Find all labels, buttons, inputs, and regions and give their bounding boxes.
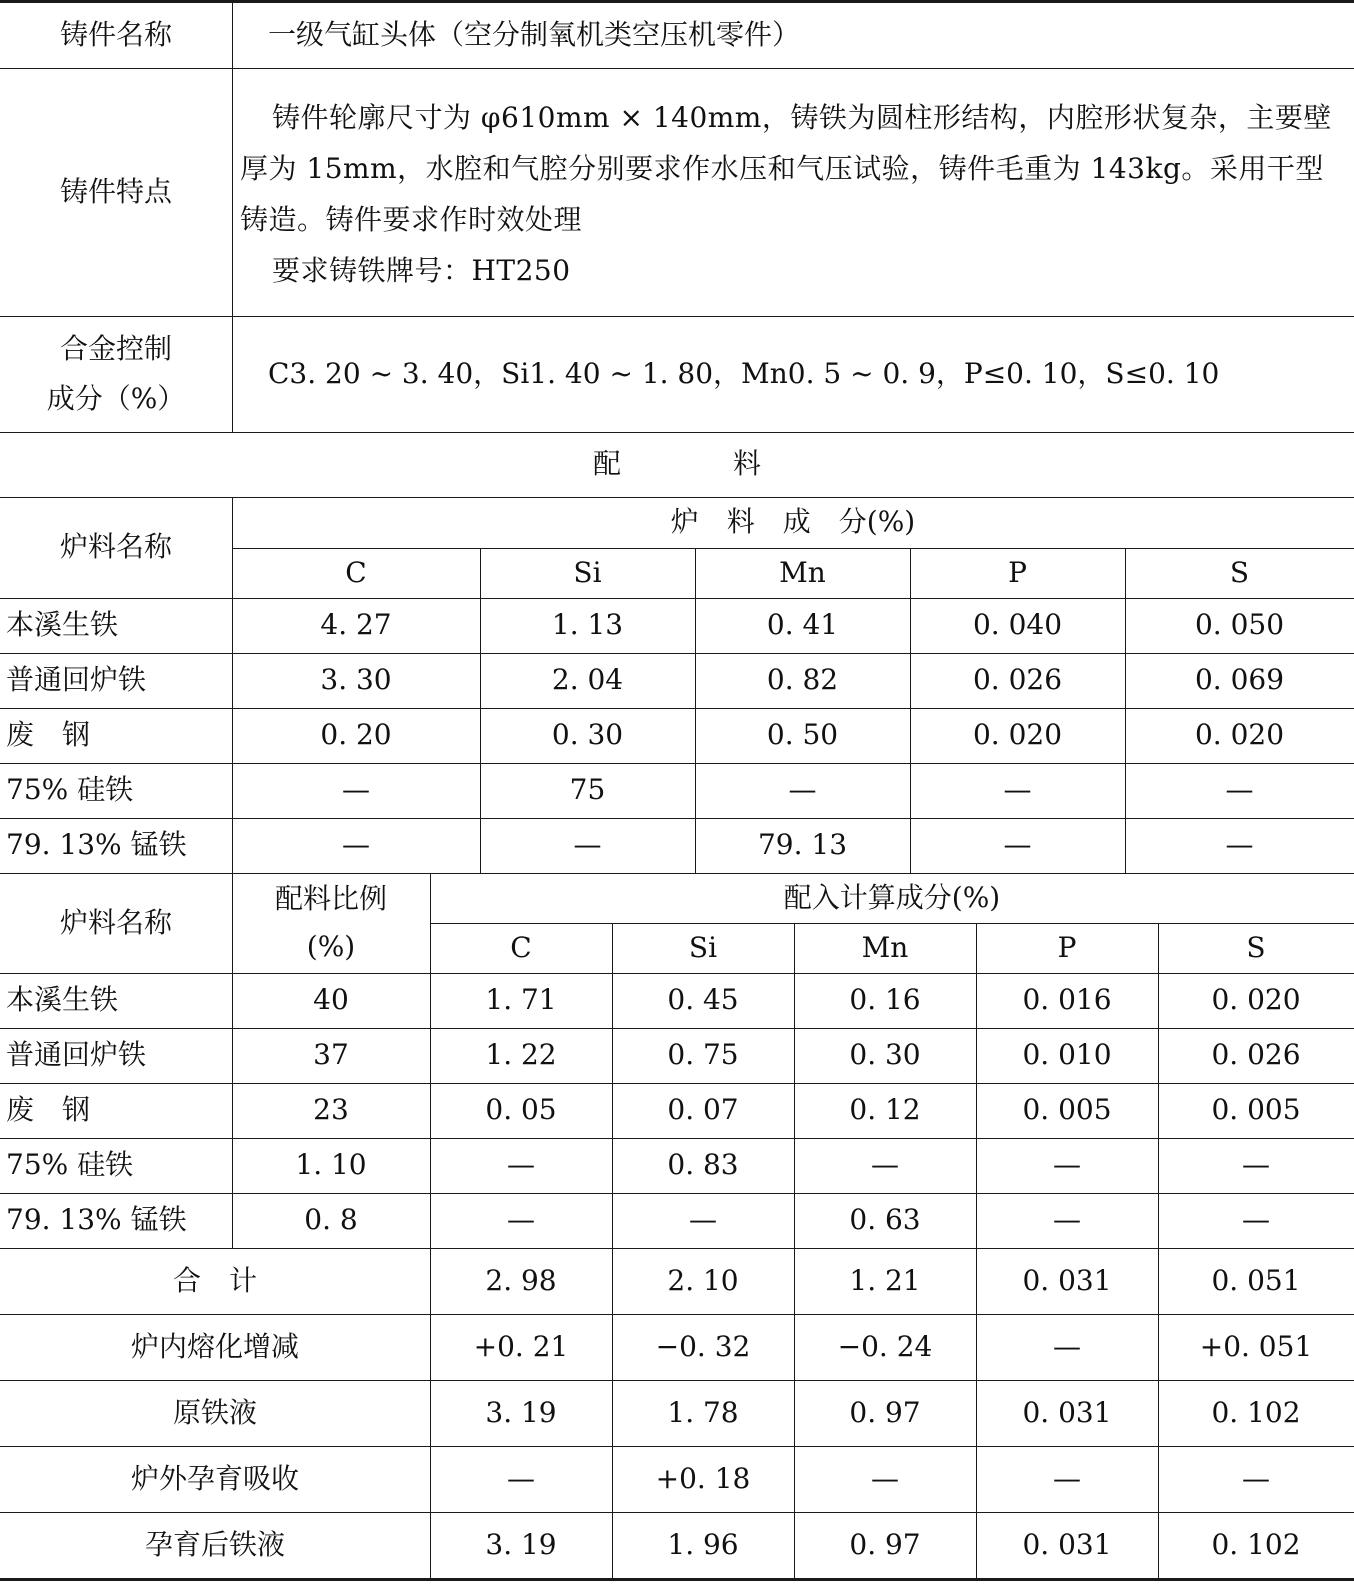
batching-title: 配 料 bbox=[592, 447, 761, 481]
calc-ratio-cell: 23 bbox=[313, 1093, 349, 1127]
calc-cell: — bbox=[1053, 1148, 1081, 1182]
calc-cell: 0. 07 bbox=[667, 1093, 739, 1127]
feature-grade: 要求铸铁牌号：HT250 bbox=[272, 254, 571, 287]
charge-cell: 4. 27 bbox=[320, 608, 392, 642]
calc-ratio-cell: 1. 10 bbox=[295, 1148, 367, 1182]
charge-col-si: Si bbox=[573, 555, 602, 589]
charge-cell: — bbox=[342, 828, 370, 862]
calc-cell: 0. 45 bbox=[667, 983, 739, 1017]
charge-name-header: 炉料名称 bbox=[59, 530, 172, 564]
summary-cell: 0. 102 bbox=[1211, 1527, 1301, 1561]
calc-row-name: 本溪生铁 bbox=[6, 983, 119, 1017]
charge-cell: — bbox=[1003, 773, 1032, 807]
charge-cell: — bbox=[573, 828, 602, 862]
charge-cell: — bbox=[1003, 828, 1032, 862]
charge-col-p: P bbox=[1008, 555, 1027, 589]
summary-cell: 0. 102 bbox=[1211, 1395, 1301, 1429]
calc-ratio-cell: 37 bbox=[313, 1038, 349, 1072]
calc-col-mn: Mn bbox=[861, 930, 909, 964]
calc-cell: — bbox=[689, 1203, 717, 1237]
calc-cell: — bbox=[1242, 1203, 1270, 1237]
charge-cell: 0. 020 bbox=[1194, 718, 1285, 752]
calc-row-name: 75% 硅铁 bbox=[6, 1148, 134, 1182]
charge-row-name: 75% 硅铁 bbox=[6, 773, 134, 807]
summary-cell: +0. 18 bbox=[655, 1461, 751, 1495]
summary-label: 原铁液 bbox=[172, 1395, 257, 1429]
charge-cell: — bbox=[788, 773, 817, 807]
summary-cell: 0. 031 bbox=[1022, 1395, 1112, 1429]
charge-cell: 0. 040 bbox=[972, 608, 1063, 642]
charge-cell: 0. 82 bbox=[766, 663, 839, 697]
charge-cell: 0. 41 bbox=[766, 608, 839, 642]
calc-cell: 0. 05 bbox=[485, 1093, 557, 1127]
summary-cell: 2. 10 bbox=[667, 1263, 739, 1297]
calc-cell: 0. 12 bbox=[849, 1093, 921, 1127]
calc-cell: — bbox=[871, 1148, 899, 1182]
calc-cell: 1. 71 bbox=[485, 983, 557, 1017]
calc-cell: 0. 016 bbox=[1022, 983, 1112, 1017]
calc-col-p: P bbox=[1057, 930, 1077, 964]
calc-row-name: 79. 13% 锰铁 bbox=[6, 1203, 187, 1237]
summary-label: 炉外孕育吸收 bbox=[130, 1461, 299, 1495]
calc-cell: — bbox=[1242, 1148, 1270, 1182]
summary-cell: 0. 97 bbox=[849, 1395, 921, 1429]
alloy-control-value: C3. 20 ~ 3. 40，Si1. 40 ~ 1. 80，Mn0. 5 ~ 0. 9，P≤0. 10，S≤0. 10 bbox=[268, 356, 1220, 390]
charge-row-name: 本溪生铁 bbox=[6, 608, 119, 642]
summary-cell: 1. 21 bbox=[849, 1263, 921, 1297]
calc-cell: 0. 30 bbox=[849, 1038, 921, 1072]
charge-col-s: S bbox=[1229, 555, 1250, 589]
charge-cell: 0. 026 bbox=[972, 663, 1063, 697]
summary-cell: −0. 32 bbox=[655, 1329, 751, 1363]
charge-cell: 2. 04 bbox=[551, 663, 624, 697]
summary-cell: 0. 031 bbox=[1022, 1527, 1112, 1561]
calc-cell: 0. 63 bbox=[849, 1203, 921, 1237]
calc-col-c: C bbox=[510, 930, 532, 964]
alloy-label-line1: 合金控制 bbox=[59, 332, 172, 365]
summary-label: 孕育后铁液 bbox=[144, 1527, 285, 1561]
summary-cell: 2. 98 bbox=[485, 1263, 557, 1297]
calc-cell: 0. 005 bbox=[1211, 1093, 1301, 1127]
summary-cell: — bbox=[871, 1461, 899, 1495]
charge-comp-header: 炉 料 成 分(%) bbox=[670, 505, 916, 539]
summary-cell: 1. 78 bbox=[667, 1395, 739, 1429]
calc-cell: 0. 026 bbox=[1211, 1038, 1301, 1072]
calc-ratio-header bbox=[232, 873, 430, 973]
calc-name-header: 炉料名称 bbox=[59, 905, 172, 939]
alloy-control-label bbox=[0, 316, 232, 432]
calc-cell: 0. 020 bbox=[1211, 983, 1301, 1017]
calc-cell: — bbox=[507, 1203, 535, 1237]
feature-paragraph: 铸件轮廓尺寸为 φ610mm × 140mm，铸铁为圆柱形结构，内腔形状复杂，主要壁厚为 15mm，水腔和气腔分别要求作水压和气压试验，铸件毛重为 143kg。采用干型铸造。铸件要求作时效处理 bbox=[240, 101, 1332, 236]
ratio-header-line1: 配料比例 bbox=[274, 882, 387, 915]
charge-col-mn: Mn bbox=[779, 555, 826, 589]
charge-col-c: C bbox=[345, 555, 367, 589]
summary-label: 炉内熔化增减 bbox=[130, 1329, 299, 1363]
charge-cell: 0. 050 bbox=[1194, 608, 1285, 642]
charge-cell: — bbox=[1225, 773, 1254, 807]
calc-cell: 0. 83 bbox=[667, 1148, 739, 1182]
summary-label: 合 计 bbox=[172, 1263, 257, 1297]
casting-feature-label: 铸件特点 bbox=[59, 174, 172, 208]
calc-cell: 0. 005 bbox=[1022, 1093, 1112, 1127]
casting-name-value: 一级气缸头体（空分制氧机类空压机零件） bbox=[268, 18, 801, 52]
calc-col-s: S bbox=[1246, 930, 1266, 964]
calc-cell: — bbox=[507, 1148, 535, 1182]
charge-row-name: 废 钢 bbox=[6, 718, 91, 752]
summary-cell: — bbox=[1242, 1461, 1270, 1495]
calc-cell: 1. 22 bbox=[485, 1038, 557, 1072]
alloy-label-line2: 成分（%） bbox=[46, 382, 186, 415]
summary-cell: — bbox=[1053, 1461, 1081, 1495]
charge-cell: 0. 50 bbox=[766, 718, 839, 752]
calc-ratio-cell: 0. 8 bbox=[304, 1203, 358, 1237]
summary-cell: +0. 051 bbox=[1199, 1329, 1313, 1363]
ratio-header-line2: (%) bbox=[306, 930, 356, 963]
calc-row-name: 普通回炉铁 bbox=[6, 1038, 147, 1072]
calc-cell: 0. 010 bbox=[1022, 1038, 1112, 1072]
charge-cell: 0. 20 bbox=[320, 718, 392, 752]
charge-cell: 0. 30 bbox=[551, 718, 624, 752]
summary-cell: — bbox=[507, 1461, 535, 1495]
rule bbox=[232, 0, 233, 432]
summary-cell: −0. 24 bbox=[837, 1329, 933, 1363]
charge-cell: 3. 30 bbox=[320, 663, 392, 697]
charge-cell: — bbox=[1225, 828, 1254, 862]
bottom-border bbox=[0, 1578, 1354, 1581]
calc-cell: 0. 16 bbox=[849, 983, 921, 1017]
calc-cell: 0. 75 bbox=[667, 1038, 739, 1072]
casting-feature-text bbox=[240, 92, 1344, 296]
charge-row-name: 普通回炉铁 bbox=[6, 663, 147, 697]
summary-cell: +0. 21 bbox=[473, 1329, 569, 1363]
summary-cell: 3. 19 bbox=[485, 1527, 557, 1561]
charge-cell: — bbox=[342, 773, 370, 807]
charge-cell: 0. 020 bbox=[972, 718, 1063, 752]
summary-cell: 3. 19 bbox=[485, 1395, 557, 1429]
charge-cell: 79. 13 bbox=[757, 828, 848, 862]
calc-row-name: 废 钢 bbox=[6, 1093, 91, 1127]
calc-col-si: Si bbox=[688, 930, 718, 964]
summary-cell: — bbox=[1053, 1329, 1081, 1363]
charge-row-name: 79. 13% 锰铁 bbox=[6, 828, 187, 862]
charge-cell: 75 bbox=[569, 773, 606, 807]
summary-cell: 1. 96 bbox=[667, 1527, 739, 1561]
summary-cell: 0. 051 bbox=[1211, 1263, 1301, 1297]
summary-cell: 0. 97 bbox=[849, 1527, 921, 1561]
charge-cell: 0. 069 bbox=[1194, 663, 1285, 697]
charge-cell: 1. 13 bbox=[551, 608, 624, 642]
summary-cell: 0. 031 bbox=[1022, 1263, 1112, 1297]
calc-cell: — bbox=[1053, 1203, 1081, 1237]
calc-comp-header: 配入计算成分(%) bbox=[783, 880, 1001, 914]
calc-ratio-cell: 40 bbox=[313, 983, 349, 1017]
casting-name-label: 铸件名称 bbox=[59, 18, 172, 52]
